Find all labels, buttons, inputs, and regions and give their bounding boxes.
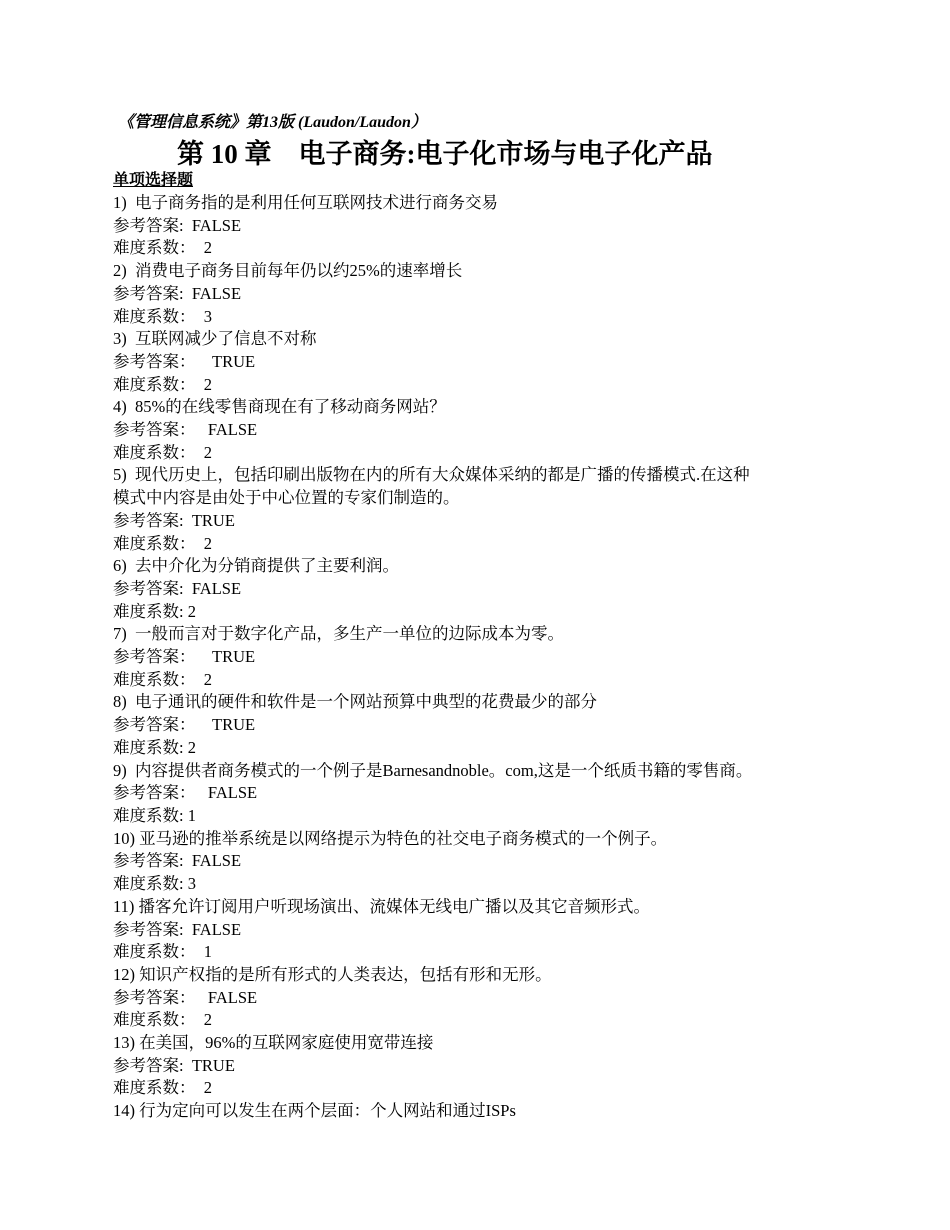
answer-line: 参考答案： TRUE: [113, 715, 256, 735]
question-text: [113, 464, 763, 509]
difficulty-line: 难度系数： 3: [113, 306, 212, 326]
question-item: [113, 760, 763, 828]
book-title: 《管理信息系统》第13版 (Laudon/Laudon）: [118, 114, 427, 131]
section-heading: 单项选择题: [113, 172, 194, 189]
question-body: 内容提供者商务模式的一个例子是Barnesandnoble。com,这是一个纸质书籍的零售商。: [126, 760, 753, 780]
difficulty-line: 难度系数： 2: [113, 1010, 212, 1030]
question-item: [113, 691, 763, 759]
question-item: [113, 464, 763, 555]
difficulty-line: 难度系数: 2: [113, 737, 196, 757]
question-body: 消费电子商务目前每年仍以约25%的速率增长: [126, 261, 463, 281]
answer-line: 参考答案： TRUE: [113, 351, 256, 371]
question-text: [113, 760, 763, 783]
question-number: 10): [113, 828, 135, 848]
question-body: 知识产权指的是所有形式的人类表达，包括有形和无形。: [135, 964, 552, 984]
question-text: [113, 260, 763, 283]
answer-line: 参考答案: FALSE: [113, 283, 242, 303]
question-text: [113, 328, 763, 351]
difficulty-line: 难度系数： 2: [113, 374, 212, 394]
question-text: [113, 396, 763, 419]
difficulty-line: 难度系数： 2: [113, 238, 212, 258]
question-item: [113, 555, 763, 623]
question-item: [113, 396, 763, 464]
question-list: [113, 192, 763, 1123]
difficulty-line: 难度系数： 2: [113, 669, 212, 689]
question-number: 11): [113, 896, 135, 916]
difficulty-line: 难度系数： 1: [113, 942, 212, 962]
question-text: [113, 691, 763, 714]
question-text: [113, 555, 763, 578]
answer-line: 参考答案： TRUE: [113, 647, 256, 667]
question-item: [113, 328, 763, 396]
question-number: 5): [113, 465, 127, 485]
question-item: [113, 896, 763, 964]
question-number: 12): [113, 964, 135, 984]
answer-line: 参考答案: FALSE: [113, 215, 242, 235]
answer-line: 参考答案: TRUE: [113, 1055, 235, 1075]
question-item: [113, 623, 763, 691]
difficulty-line: 难度系数: 3: [113, 874, 196, 894]
question-item: [113, 1032, 763, 1100]
question-number: 3): [113, 329, 127, 349]
answer-line: 参考答案: FALSE: [113, 578, 242, 598]
question-body: 一般而言对于数字化产品，多生产一单位的边际成本为零。: [126, 624, 564, 644]
question-text: [113, 623, 763, 646]
question-body: 现代历史上，包括印刷出版物在内的所有大众媒体采纳的都是广播的传播模式.在这种模式中内容是由处于中心位置的专家们制造的。: [113, 465, 750, 508]
question-number: 13): [113, 1033, 135, 1053]
question-number: 8): [113, 692, 127, 712]
question-text: [113, 1032, 763, 1055]
question-text: [113, 896, 763, 919]
difficulty-line: 难度系数: 2: [113, 601, 196, 621]
question-body: 互联网减少了信息不对称: [126, 329, 317, 349]
question-body: 85%的在线零售商现在有了移动商务网站？: [126, 397, 446, 417]
answer-line: 参考答案: FALSE: [113, 919, 242, 939]
question-number: 7): [113, 624, 127, 644]
answer-line: 参考答案: FALSE: [113, 851, 242, 871]
question-body: 亚马逊的推举系统是以网络提示为特色的社交电子商务模式的一个例子。: [135, 828, 668, 848]
answer-line: 参考答案: TRUE: [113, 510, 235, 530]
question-text: [113, 964, 763, 987]
question-text: [113, 192, 763, 215]
chapter-title: 第 10 章 电子商务:电子化市场与电子化产品: [177, 139, 713, 169]
answer-line: 参考答案： FALSE: [113, 420, 258, 440]
question-body: 播客允许订阅用户听现场演出、流媒体无线电广播以及其它音频形式。: [134, 896, 651, 916]
question-item: [113, 260, 763, 328]
question-item: [113, 192, 763, 260]
question-number: 1): [113, 193, 127, 212]
question-number: 9): [113, 760, 127, 780]
question-item: [113, 964, 763, 1032]
question-body: 行为定向可以发生在两个层面：个人网站和通过ISPs: [135, 1101, 516, 1121]
answer-line: 参考答案： FALSE: [113, 783, 258, 803]
question-item: [113, 828, 763, 896]
question-body: 电子通讯的硬件和软件是一个网站预算中典型的花费最少的部分: [126, 692, 597, 712]
question-body: 在美国，96%的互联网家庭使用宽带连接: [135, 1033, 434, 1053]
difficulty-line: 难度系数： 2: [113, 1078, 212, 1098]
question-item: [113, 1100, 763, 1123]
question-number: 4): [113, 397, 127, 417]
question-text: [113, 828, 763, 851]
difficulty-line: 难度系数： 2: [113, 533, 212, 553]
question-number: 6): [113, 556, 127, 576]
document-page: [113, 112, 763, 1123]
question-body: 去中介化为分销商提供了主要利润。: [126, 556, 399, 576]
difficulty-line: 难度系数: 1: [113, 805, 196, 825]
question-body: 电子商务指的是利用任何互联网技术进行商务交易: [126, 193, 498, 212]
question-number: 14): [113, 1101, 135, 1121]
question-text: [113, 1100, 763, 1123]
difficulty-line: 难度系数： 2: [113, 442, 212, 462]
answer-line: 参考答案： FALSE: [113, 987, 258, 1007]
question-number: 2): [113, 261, 127, 281]
